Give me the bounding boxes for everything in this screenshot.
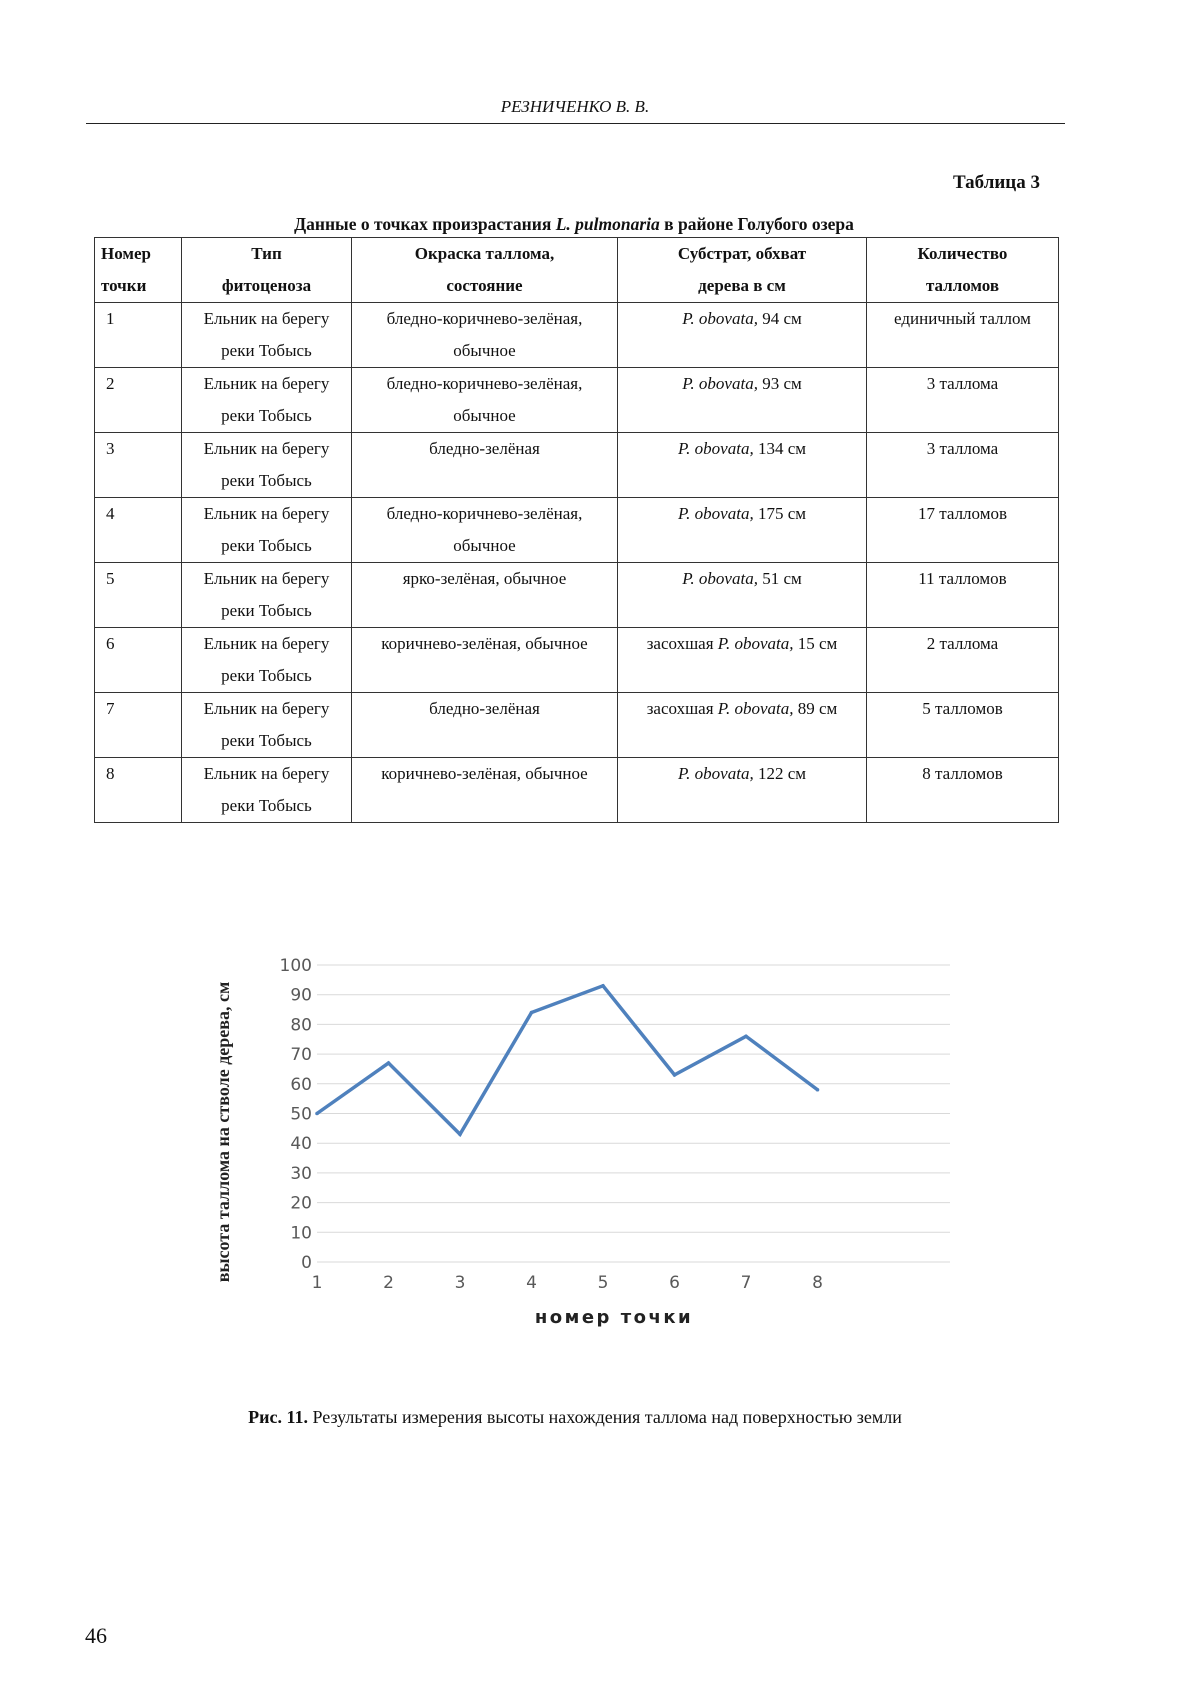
thallus-color-line: бледно-коричнево-зелёная, — [386, 309, 583, 328]
point-number: 2 — [106, 374, 115, 393]
thallus-count: 11 талломов — [918, 569, 1007, 588]
header-rule — [86, 123, 1065, 124]
table-title-post: в районе Голубого озера — [664, 214, 854, 234]
cell-phytocenosis — [182, 758, 352, 823]
x-tick-label: 4 — [526, 1273, 537, 1293]
cell-phytocenosis — [182, 628, 352, 693]
point-number: 4 — [106, 504, 115, 523]
col-header-color — [352, 238, 618, 303]
x-tick-label: 8 — [812, 1273, 823, 1293]
substrate-species: P. obovata, — [682, 374, 758, 393]
phytocenosis-line: реки Тобысь — [221, 666, 312, 685]
thallus-color-line: ярко-зелёная, обычное — [402, 569, 567, 588]
series-line — [317, 986, 818, 1135]
substrate-species: P. obovata, — [677, 504, 754, 523]
thallus-count: 3 таллома — [926, 439, 999, 458]
x-tick-label: 7 — [740, 1273, 752, 1293]
phytocenosis-line: реки Тобысь — [221, 471, 312, 490]
cell-thallus-color — [352, 563, 618, 628]
cell-point-number — [95, 628, 182, 693]
y-tick-label: 10 — [290, 1223, 312, 1244]
col-header-line: Субстрат, обхват — [677, 244, 807, 263]
cell-substrate — [618, 368, 867, 433]
page-number: 46 — [85, 1623, 107, 1648]
running-header: РЕЗНИЧЕНКО В. В. — [500, 97, 650, 116]
substrate-species: P. obovata, — [717, 634, 794, 653]
cell-substrate — [618, 628, 867, 693]
cell-substrate — [618, 433, 867, 498]
substrate-species: P. obovata, — [717, 699, 794, 718]
thallus-color-line: бледно-коричнево-зелёная, — [386, 374, 583, 393]
cell-point-number — [95, 693, 182, 758]
col-header-line: состояние — [446, 276, 523, 295]
y-tick-label: 20 — [290, 1193, 312, 1214]
col-header-substrate — [618, 238, 867, 303]
table-body — [95, 303, 1059, 823]
cell-thallus-color — [352, 758, 618, 823]
table-row — [95, 563, 1059, 628]
cell-thallus-color — [352, 693, 618, 758]
y-tick-label: 30 — [290, 1163, 312, 1184]
substrate-girth: 93 см — [762, 374, 802, 393]
data-table — [94, 237, 1059, 823]
cell-point-number — [95, 433, 182, 498]
y-tick-label: 60 — [290, 1074, 312, 1095]
data-point — [744, 1034, 748, 1038]
point-number: 6 — [106, 634, 115, 653]
substrate-girth: 94 см — [762, 309, 802, 328]
cell-point-number — [95, 498, 182, 563]
phytocenosis-line: Ельник на берегу — [203, 764, 330, 783]
phytocenosis-line: Ельник на берегу — [203, 699, 330, 718]
figure-label: Рис. 11. — [248, 1407, 308, 1427]
cell-substrate — [618, 303, 867, 368]
cell-phytocenosis — [182, 498, 352, 563]
x-axis-title: номер точки — [534, 1307, 694, 1328]
thallus-color-line: бледно-коричнево-зелёная, — [386, 504, 583, 523]
substrate-girth: 89 см — [797, 699, 838, 718]
figure-caption-text: Результаты измерения высоты нахождения таллома над поверхностью земли — [312, 1407, 902, 1427]
data-point — [458, 1132, 462, 1136]
cell-point-number — [95, 563, 182, 628]
phytocenosis-line: Ельник на берегу — [203, 504, 330, 523]
substrate-girth: 175 см — [757, 504, 807, 523]
col-header-line: Номер — [101, 244, 151, 263]
phytocenosis-line: реки Тобысь — [221, 731, 312, 750]
data-point — [530, 1011, 534, 1015]
phytocenosis-line: Ельник на берегу — [203, 634, 330, 653]
phytocenosis-line: Ельник на берегу — [203, 374, 330, 393]
cell-substrate — [618, 498, 867, 563]
table-row — [95, 433, 1059, 498]
cell-thallus-color — [352, 368, 618, 433]
thallus-color-line: обычное — [453, 406, 516, 425]
cell-phytocenosis — [182, 433, 352, 498]
col-header-line: Количество — [917, 244, 1008, 263]
point-number: 3 — [106, 439, 115, 458]
cell-phytocenosis — [182, 563, 352, 628]
table-title-species: L. pulmonaria — [555, 214, 660, 234]
x-tick-label: 2 — [383, 1273, 394, 1293]
cell-thallus-count — [867, 758, 1059, 823]
table-row — [95, 498, 1059, 563]
table-title — [94, 214, 1054, 235]
table-row — [95, 628, 1059, 693]
col-header-type — [182, 238, 352, 303]
thallus-count: 5 талломов — [922, 699, 1003, 718]
col-header-line: Окраска таллома, — [414, 244, 555, 263]
thallus-color-line: коричнево-зелёная, обычное — [381, 634, 588, 653]
table-row — [95, 368, 1059, 433]
col-header-line: точки — [101, 276, 147, 295]
x-tick-label: 6 — [669, 1273, 680, 1293]
substrate-prefix: засохшая — [646, 634, 714, 653]
cell-thallus-color — [352, 498, 618, 563]
thallus-count: 8 талломов — [922, 764, 1003, 783]
thallus-count: 3 таллома — [926, 374, 999, 393]
phytocenosis-line: Ельник на берегу — [203, 569, 330, 588]
cell-thallus-color — [352, 628, 618, 693]
cell-phytocenosis — [182, 303, 352, 368]
y-axis-title: высота таллома на стволе дерева, см — [213, 981, 233, 1283]
cell-thallus-color — [352, 433, 618, 498]
cell-substrate — [618, 758, 867, 823]
y-tick-label: 50 — [290, 1104, 312, 1125]
data-point — [387, 1061, 391, 1065]
phytocenosis-line: реки Тобысь — [221, 536, 312, 555]
cell-thallus-count — [867, 368, 1059, 433]
thallus-color-line: бледно-зелёная — [429, 699, 540, 718]
cell-point-number — [95, 303, 182, 368]
y-tick-label: 40 — [290, 1134, 312, 1155]
cell-point-number — [95, 758, 182, 823]
col-header-num — [95, 238, 182, 303]
substrate-girth: 122 см — [757, 764, 807, 783]
data-point — [601, 984, 605, 988]
phytocenosis-line: Ельник на берегу — [203, 439, 330, 458]
line-chart — [200, 940, 950, 1370]
table-row — [95, 693, 1059, 758]
col-header-count — [867, 238, 1059, 303]
substrate-species: P. obovata, — [682, 309, 758, 328]
phytocenosis-line: реки Тобысь — [221, 601, 312, 620]
thallus-color-line: коричнево-зелёная, обычное — [381, 764, 588, 783]
data-point — [673, 1073, 677, 1077]
phytocenosis-line: реки Тобысь — [221, 341, 312, 360]
point-number: 5 — [106, 569, 115, 588]
table-row — [95, 303, 1059, 368]
table-header-row — [95, 238, 1059, 303]
y-tick-label: 90 — [290, 985, 312, 1006]
cell-thallus-count — [867, 498, 1059, 563]
table-title-pre: Данные о точках произрастания — [294, 214, 552, 234]
col-header-line: фитоценоза — [221, 276, 312, 295]
point-number: 1 — [106, 309, 115, 328]
table-row — [95, 758, 1059, 823]
cell-phytocenosis — [182, 693, 352, 758]
col-header-line: Тип — [251, 244, 282, 263]
cell-substrate — [618, 693, 867, 758]
col-header-line: талломов — [925, 276, 1000, 295]
y-tick-label: 0 — [301, 1253, 312, 1273]
thallus-count: 17 талломов — [917, 504, 1007, 523]
substrate-species: P. obovata, — [682, 569, 758, 588]
cell-thallus-color — [352, 303, 618, 368]
point-number: 8 — [106, 764, 115, 783]
cell-thallus-count — [867, 693, 1059, 758]
substrate-girth: 51 см — [762, 569, 802, 588]
substrate-prefix: засохшая — [646, 699, 714, 718]
thallus-color-line: обычное — [453, 341, 516, 360]
table-number: Таблица 3 — [952, 172, 1040, 193]
x-tick-label: 5 — [597, 1273, 609, 1293]
y-tick-label: 70 — [290, 1045, 312, 1066]
phytocenosis-line: реки Тобысь — [221, 796, 312, 815]
x-tick-label: 3 — [454, 1273, 466, 1293]
y-tick-label: 80 — [290, 1015, 312, 1036]
substrate-girth: 15 см — [797, 634, 838, 653]
point-number: 7 — [106, 699, 115, 718]
cell-phytocenosis — [182, 368, 352, 433]
cell-point-number — [95, 368, 182, 433]
x-tick-label: 1 — [311, 1273, 323, 1293]
cell-thallus-count — [867, 433, 1059, 498]
substrate-species: P. obovata, — [677, 764, 754, 783]
cell-thallus-count — [867, 628, 1059, 693]
phytocenosis-line: Ельник на берегу — [203, 309, 330, 328]
cell-thallus-count — [867, 563, 1059, 628]
thallus-color-line: обычное — [453, 536, 516, 555]
data-point — [315, 1112, 319, 1116]
phytocenosis-line: реки Тобысь — [221, 406, 312, 425]
data-point — [816, 1088, 820, 1092]
col-header-line: дерева в см — [698, 276, 786, 295]
figure-caption — [0, 1407, 1150, 1428]
thallus-count: 2 таллома — [926, 634, 999, 653]
y-tick-label: 100 — [279, 956, 312, 976]
cell-thallus-count — [867, 303, 1059, 368]
thallus-color-line: бледно-зелёная — [429, 439, 540, 458]
substrate-species: P. obovata, — [677, 439, 754, 458]
cell-substrate — [618, 563, 867, 628]
substrate-girth: 134 см — [757, 439, 807, 458]
thallus-count: единичный таллом — [894, 309, 1031, 328]
